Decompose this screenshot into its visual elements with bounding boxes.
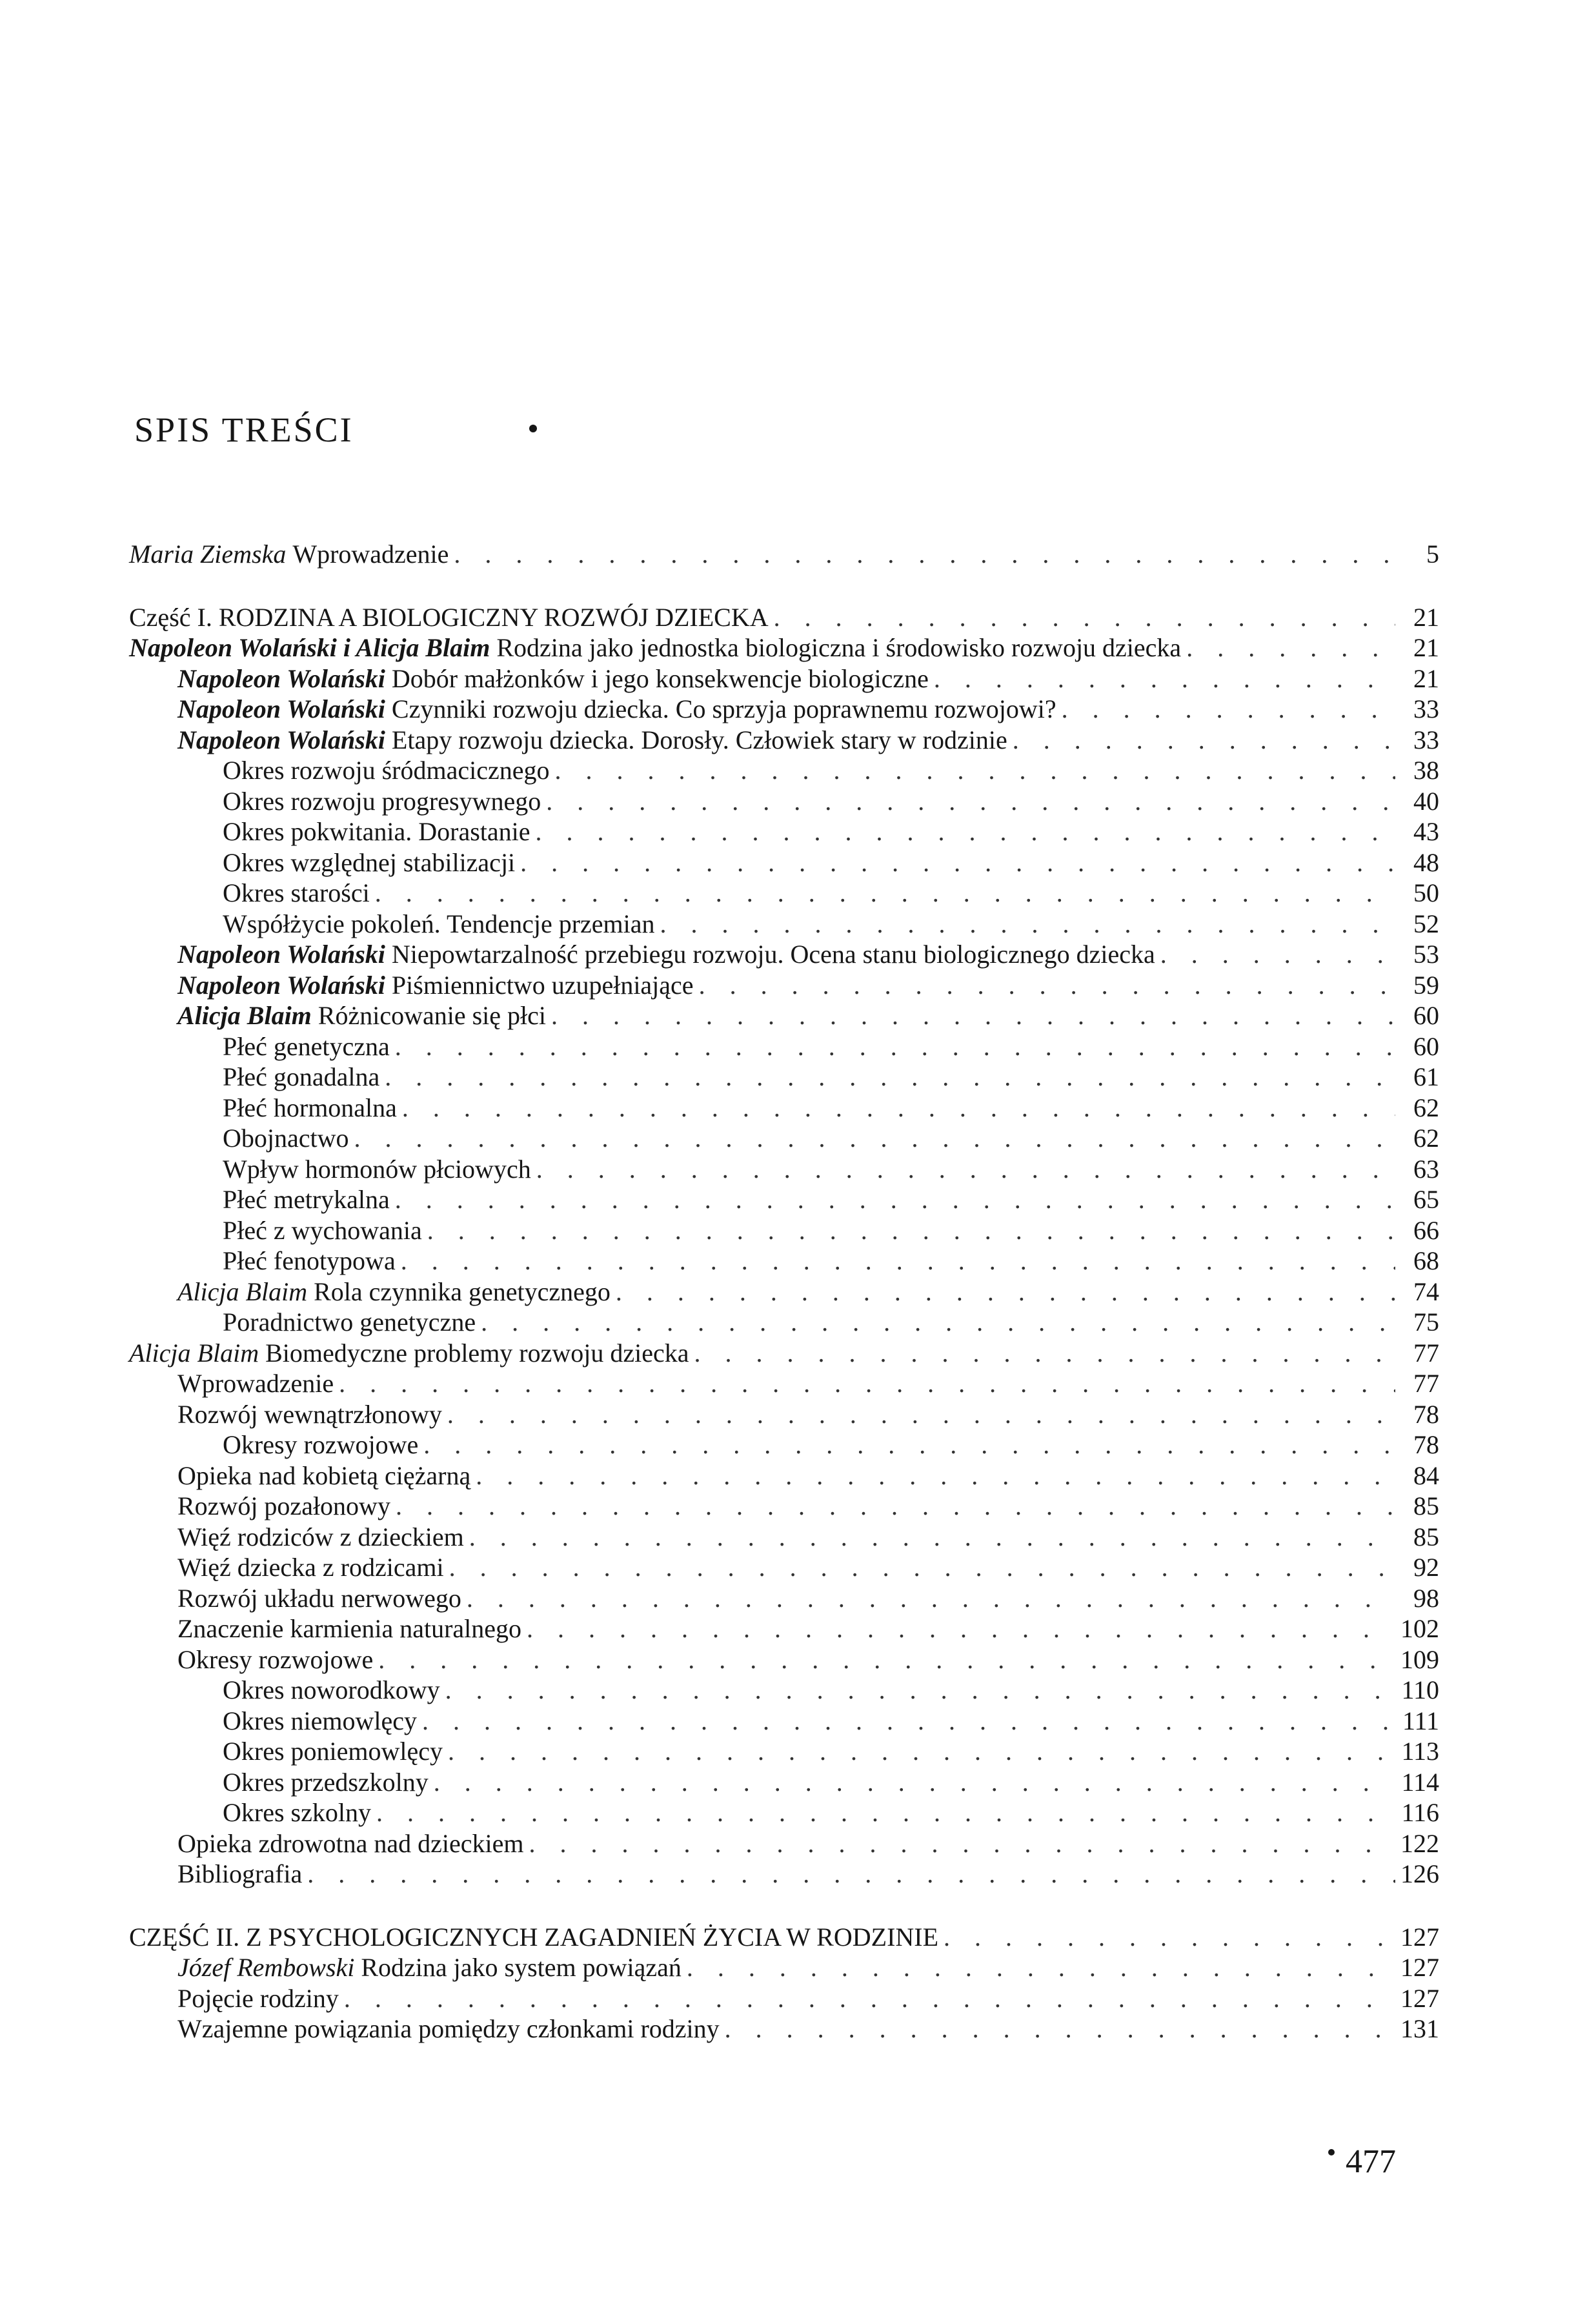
- dot-leader: [699, 970, 1395, 1000]
- dot-leader: [339, 1368, 1395, 1398]
- toc-entry-author: Napoleon Wolański i Alicja Blaim: [129, 633, 490, 662]
- toc-entry-text: Więź rodziców z dzieckiem: [177, 1522, 464, 1551]
- dot-leader: [536, 1154, 1395, 1184]
- dot-leader: [422, 1706, 1395, 1736]
- dot-leader: [1013, 725, 1395, 755]
- toc-entry-title: [177, 1399, 442, 1429]
- toc-entry-text: Okres starości: [223, 878, 370, 907]
- dot-leader: [427, 1215, 1395, 1246]
- toc-entry: [129, 1460, 1439, 1491]
- toc-entry: [129, 1736, 1439, 1767]
- toc-entry: [129, 694, 1439, 725]
- toc-entry-author: Napoleon Wolański: [177, 970, 385, 1000]
- toc-entry: [129, 1797, 1439, 1828]
- toc-entry-text: Opieka nad kobietą ciężarną: [177, 1460, 471, 1490]
- toc-entry-page: 75: [1413, 1307, 1439, 1337]
- toc-entry: [129, 1429, 1439, 1460]
- toc-entry-title: [223, 755, 549, 785]
- toc-entry-text: Część I. RODZINA A BIOLOGICZNY ROZWÓJ DZIECKA: [129, 602, 769, 632]
- toc-entry-title: [129, 539, 449, 569]
- toc-entry-title: [223, 1675, 440, 1705]
- toc-entry-text: Więź dziecka z rodzicami: [177, 1553, 444, 1582]
- dot-leader: [454, 539, 1395, 569]
- dot-leader: [395, 1031, 1395, 1062]
- toc-entry-title: [177, 1491, 390, 1521]
- toc-entry-page: 127: [1400, 1953, 1439, 1982]
- dot-leader: [378, 1644, 1395, 1675]
- dot-leader: [944, 1922, 1395, 1952]
- toc-entry: [129, 1613, 1439, 1644]
- dot-leader: [616, 1277, 1395, 1307]
- dot-leader: [344, 1983, 1395, 2014]
- toc-entry-page: 43: [1413, 817, 1439, 846]
- toc-entry-text: Płeć metrykalna: [223, 1185, 390, 1214]
- toc-entry-title: [223, 1093, 397, 1123]
- toc-entry-page: 77: [1413, 1369, 1439, 1398]
- toc-entry-page: 78: [1413, 1430, 1439, 1459]
- toc-entry-page: 116: [1401, 1798, 1439, 1827]
- toc-entry-page: 5: [1426, 540, 1439, 569]
- toc-entry-title: [177, 725, 1007, 755]
- toc-entry: [129, 1399, 1439, 1430]
- toc-entry: [129, 1368, 1439, 1399]
- toc-entry-text: Biomedyczne problemy rozwoju dziecka: [265, 1338, 689, 1368]
- toc-entry-text: Okresy rozwojowe: [223, 1430, 419, 1459]
- toc-entry-page: 66: [1413, 1215, 1439, 1245]
- toc-entry-text: Wprowadzenie: [177, 1369, 334, 1398]
- dot-leader: [376, 1797, 1395, 1828]
- toc-entry-text: Dobór małżonków i jego konsekwencje biologiczne: [391, 663, 929, 693]
- toc-entry: [129, 1246, 1439, 1277]
- toc-entry-title: [223, 1184, 390, 1215]
- toc-entry-text: Wzajemne powiązania pomiędzy członkami rodziny: [177, 2014, 720, 2043]
- toc-entry-page: 111: [1402, 1706, 1439, 1735]
- dot-leader: [774, 602, 1395, 632]
- toc-entry-page: 53: [1413, 940, 1439, 969]
- toc-entry: [129, 1031, 1439, 1062]
- toc-entry: [129, 939, 1439, 970]
- toc-entry-author: Alicja Blaim: [177, 1001, 312, 1030]
- toc-entry: [129, 1215, 1439, 1246]
- toc-entry-page: 85: [1413, 1522, 1439, 1551]
- dot-leader: [449, 1552, 1395, 1582]
- toc-entry-page: 127: [1400, 1983, 1439, 2013]
- dot-leader: [396, 1491, 1395, 1521]
- toc-entry-author: Napoleon Wolański: [177, 940, 385, 969]
- toc-entry-author: Alicja Blaim: [177, 1277, 308, 1306]
- toc-entry-page: 33: [1413, 725, 1439, 754]
- toc-entry-text: Okres pokwitania. Dorastanie: [223, 817, 530, 846]
- dot-leader: [1062, 694, 1395, 724]
- toc-entry-page: 40: [1413, 786, 1439, 816]
- toc-entry-page: 98: [1413, 1583, 1439, 1613]
- toc-entry-title: [223, 1123, 349, 1153]
- toc-entry-text: Pojęcie rodziny: [177, 1983, 339, 2013]
- toc-entry-text: Płeć gonadalna: [223, 1062, 380, 1091]
- toc-entry: [129, 909, 1439, 940]
- toc-entry-text: Poradnictwo genetyczne: [223, 1307, 476, 1337]
- toc-entry-page: 61: [1413, 1062, 1439, 1091]
- dot-leader: [536, 816, 1395, 847]
- toc-entry-author: Józef Rembowski: [177, 1953, 355, 1982]
- toc-entry: [129, 1184, 1439, 1215]
- toc-entry-title: [177, 1368, 334, 1398]
- table-of-contents: [129, 539, 1439, 2044]
- toc-entry-page: 48: [1413, 847, 1439, 877]
- toc-entry-title: [223, 1429, 418, 1460]
- toc-entry: [129, 2014, 1439, 2044]
- toc-entry-page: 126: [1400, 1859, 1439, 1888]
- toc-entry-text: Opieka zdrowotna nad dzieckiem: [177, 1828, 524, 1858]
- dot-leader: [375, 878, 1395, 908]
- toc-entry-title: [129, 1922, 938, 1952]
- toc-entry-title: [177, 1859, 302, 1889]
- toc-entry: [129, 725, 1439, 756]
- toc-entry: [129, 1062, 1439, 1093]
- dot-leader: [1160, 939, 1395, 969]
- toc-entry-page: 114: [1401, 1767, 1439, 1797]
- toc-entry-title: [223, 816, 530, 847]
- toc-entry-title: [177, 1000, 546, 1031]
- toc-entry-text: Rodzina jako jednostka biologiczna i środowisko rozwoju dziecka: [496, 633, 1182, 662]
- dot-leader: [434, 1767, 1395, 1797]
- toc-entry-author: Napoleon Wolański: [177, 663, 385, 693]
- toc-entry: [129, 1338, 1439, 1369]
- toc-entry: [129, 1123, 1439, 1154]
- toc-entry: [129, 847, 1439, 878]
- toc-entry-text: Rola czynnika genetycznego: [314, 1277, 611, 1306]
- toc-entry-title: [223, 909, 655, 939]
- dot-leader: [476, 1460, 1395, 1491]
- toc-entry: [129, 1675, 1439, 1706]
- dot-leader: [307, 1859, 1395, 1889]
- dot-leader: [1186, 632, 1395, 663]
- page-number: 477: [1346, 2143, 1396, 2180]
- toc-entry-title: [223, 1031, 390, 1062]
- toc-entry: [129, 1644, 1439, 1675]
- toc-entry: [129, 1828, 1439, 1859]
- toc-entry: [129, 539, 1439, 570]
- toc-entry-page: 62: [1413, 1124, 1439, 1153]
- toc-entry-title: [177, 1522, 464, 1552]
- toc-entry-page: 85: [1413, 1491, 1439, 1520]
- toc-entry-text: Znaczenie karmienia naturalnego: [177, 1614, 522, 1643]
- toc-entry-text: Okres szkolny: [223, 1798, 371, 1827]
- toc-entry-page: 33: [1413, 694, 1439, 723]
- dot-leader: [520, 847, 1395, 878]
- toc-entry-page: 60: [1413, 1031, 1439, 1061]
- toc-entry-title: [223, 847, 515, 878]
- toc-entry-text: Okres rozwoju progresywnego: [223, 786, 541, 816]
- toc-entry-title: [223, 786, 541, 816]
- toc-entry-page: 131: [1400, 2014, 1439, 2043]
- dot-leader: [385, 1062, 1395, 1092]
- toc-entry-text: Rozwój układu nerwowego: [177, 1583, 461, 1613]
- toc-entry-page: 127: [1400, 1922, 1439, 1952]
- toc-entry: [129, 632, 1439, 663]
- toc-entry-page: 38: [1413, 756, 1439, 785]
- toc-entry-title: [177, 694, 1056, 724]
- page-title: SPIS TREŚCI: [134, 410, 354, 449]
- dot-leader: [551, 1000, 1395, 1031]
- toc-entry-text: Okres noworodkowy: [223, 1675, 440, 1704]
- toc-entry-text: Bibliografia: [177, 1859, 303, 1888]
- toc-entry: [129, 1583, 1439, 1614]
- toc-entry-text: Różnicowanie się płci: [318, 1001, 547, 1030]
- toc-entry-text: Piśmiennictwo uzupełniające: [391, 970, 694, 1000]
- dot-leader: [687, 1952, 1395, 1983]
- toc-entry: [129, 1767, 1439, 1798]
- toc-entry-text: Etapy rozwoju dziecka. Dorosły. Człowiek stary w rodzinie: [391, 725, 1007, 754]
- toc-entry-page: 78: [1413, 1399, 1439, 1429]
- dot-leader: [481, 1307, 1395, 1337]
- toc-entry-text: Niepowtarzalność przebiegu rozwoju. Ocena stanu biologicznego dziecka: [391, 940, 1155, 969]
- toc-entry-text: CZĘŚĆ II. Z PSYCHOLOGICZNYCH ZAGADNIEŃ ŻYCIA W RODZINIE: [129, 1922, 939, 1952]
- toc-entry: [129, 1307, 1439, 1338]
- dot-leader: [448, 1736, 1395, 1766]
- dot-leader: [447, 1399, 1395, 1429]
- dot-leader: [694, 1338, 1395, 1368]
- toc-entry-title: [223, 1736, 443, 1766]
- toc-entry-page: 110: [1401, 1675, 1439, 1704]
- toc-entry-page: 62: [1413, 1093, 1439, 1122]
- toc-entry: [129, 970, 1439, 1001]
- toc-entry-text: Współżycie pokoleń. Tendencje przemian: [223, 909, 655, 938]
- toc-entry: [129, 878, 1439, 909]
- toc-entry-text: Rozwój wewnątrzłonowy: [177, 1399, 442, 1429]
- toc-entry-title: [177, 970, 694, 1000]
- toc-entry-title: [177, 1644, 373, 1675]
- toc-entry-page: 68: [1413, 1246, 1439, 1275]
- toc-entry-page: 59: [1413, 970, 1439, 1000]
- dot-leader: [554, 755, 1395, 785]
- toc-entry-text: Obojnactwo: [223, 1124, 349, 1153]
- decorative-dot: [1328, 2149, 1335, 2155]
- dot-leader: [401, 1246, 1395, 1276]
- toc-entry-title: [177, 1828, 523, 1859]
- toc-entry-page: 60: [1413, 1001, 1439, 1030]
- dot-leader: [354, 1123, 1395, 1153]
- toc-entry-title: [129, 632, 1181, 663]
- dot-leader: [529, 1828, 1395, 1859]
- toc-entry-page: 50: [1413, 878, 1439, 907]
- dot-leader: [934, 663, 1395, 694]
- toc-entry: [129, 1983, 1439, 2014]
- toc-entry-page: 77: [1413, 1338, 1439, 1368]
- toc-entry: [129, 1491, 1439, 1522]
- toc-entry-page: 113: [1401, 1737, 1439, 1766]
- toc-entry: [129, 663, 1439, 694]
- toc-entry: [129, 1000, 1439, 1031]
- toc-entry-text: Rozwój pozałonowy: [177, 1491, 390, 1520]
- toc-entry-title: [223, 1797, 371, 1828]
- toc-entry-page: 122: [1400, 1828, 1439, 1858]
- toc-entry-title: [177, 1583, 461, 1613]
- toc-entry: [129, 1859, 1439, 1890]
- toc-entry-title: [223, 878, 370, 908]
- toc-entry: [129, 1952, 1439, 1983]
- toc-entry-text: Wpływ hormonów płciowych: [223, 1154, 531, 1184]
- toc-entry-page: 102: [1400, 1614, 1439, 1643]
- toc-entry: [129, 816, 1439, 847]
- toc-entry-title: [177, 1952, 682, 1983]
- toc-entry: [129, 1093, 1439, 1124]
- toc-entry-text: Okres przedszkolny: [223, 1767, 429, 1797]
- dot-leader: [423, 1429, 1395, 1460]
- toc-entry-title: [223, 1706, 417, 1736]
- toc-entry-page: 109: [1400, 1644, 1439, 1674]
- toc-entry-text: Okres poniemowlęcy: [223, 1737, 443, 1766]
- toc-entry-title: [177, 1613, 521, 1644]
- toc-entry: [129, 1277, 1439, 1307]
- toc-entry-title: [223, 1246, 396, 1276]
- toc-entry-author: Napoleon Wolański: [177, 725, 385, 754]
- toc-entry: [129, 1552, 1439, 1583]
- toc-entry-title: [177, 663, 929, 694]
- toc-entry-page: 21: [1413, 663, 1439, 693]
- toc-entry-text: Płeć genetyczna: [223, 1031, 390, 1061]
- toc-entry: [129, 1154, 1439, 1185]
- toc-entry-text: Rodzina jako system powiązań: [361, 1953, 682, 1982]
- toc-entry-title: [129, 1338, 689, 1368]
- dot-leader: [445, 1675, 1395, 1705]
- toc-entry: [129, 1706, 1439, 1737]
- dot-leader: [660, 909, 1395, 939]
- toc-entry-title: [129, 602, 769, 632]
- toc-entry-page: 65: [1413, 1185, 1439, 1214]
- toc-entry-title: [177, 1460, 470, 1491]
- toc-entry: [129, 1522, 1439, 1553]
- toc-entry-title: [223, 1307, 476, 1337]
- dot-leader: [467, 1583, 1395, 1613]
- dot-leader: [395, 1184, 1395, 1215]
- toc-entry-text: Okres względnej stabilizacji: [223, 847, 516, 877]
- toc-entry-author: Alicja Blaim: [129, 1338, 259, 1368]
- dot-leader: [725, 2014, 1395, 2044]
- toc-entry-page: 92: [1413, 1553, 1439, 1582]
- dot-leader: [402, 1093, 1395, 1123]
- toc-entry-page: 74: [1413, 1277, 1439, 1306]
- toc-entry-text: Płeć hormonalna: [223, 1093, 397, 1122]
- toc-entry: [129, 602, 1439, 633]
- decorative-dot: [529, 425, 537, 432]
- toc-entry-text: Okresy rozwojowe: [177, 1644, 374, 1674]
- toc-entry-page: 52: [1413, 909, 1439, 938]
- toc-entry-text: Czynniki rozwoju dziecka. Co sprzyja poprawnemu rozwojowi?: [391, 694, 1056, 723]
- toc-entry-text: Wprowadzenie: [292, 540, 449, 569]
- toc-entry-page: 21: [1413, 602, 1439, 632]
- toc-entry: [129, 1922, 1439, 1953]
- dot-leader: [469, 1522, 1395, 1552]
- toc-entry-title: [177, 1277, 611, 1307]
- toc-entry-title: [223, 1767, 429, 1797]
- toc-entry-text: Okres rozwoju śródmacicznego: [223, 756, 550, 785]
- dot-leader: [527, 1613, 1395, 1644]
- toc-entry-page: 63: [1413, 1154, 1439, 1184]
- toc-entry-title: [177, 2014, 720, 2044]
- toc-entry-text: Płeć z wychowania: [223, 1215, 422, 1245]
- toc-entry-title: [223, 1154, 531, 1184]
- dot-leader: [546, 786, 1395, 816]
- toc-entry-title: [223, 1215, 422, 1246]
- toc-entry-page: 84: [1413, 1460, 1439, 1490]
- toc-entry-author: Napoleon Wolański: [177, 694, 385, 723]
- toc-entry-text: Płeć fenotypowa: [223, 1246, 396, 1275]
- toc-entry-title: [177, 1983, 339, 2014]
- toc-entry-title: [177, 1552, 444, 1582]
- toc-entry-title: [177, 939, 1155, 969]
- toc-entry-title: [223, 1062, 379, 1092]
- toc-entry-page: 21: [1413, 633, 1439, 662]
- toc-entry: [129, 786, 1439, 817]
- toc-entry: [129, 755, 1439, 786]
- toc-entry-text: Okres niemowlęcy: [223, 1706, 418, 1735]
- toc-entry-author: Maria Ziemska: [129, 540, 287, 569]
